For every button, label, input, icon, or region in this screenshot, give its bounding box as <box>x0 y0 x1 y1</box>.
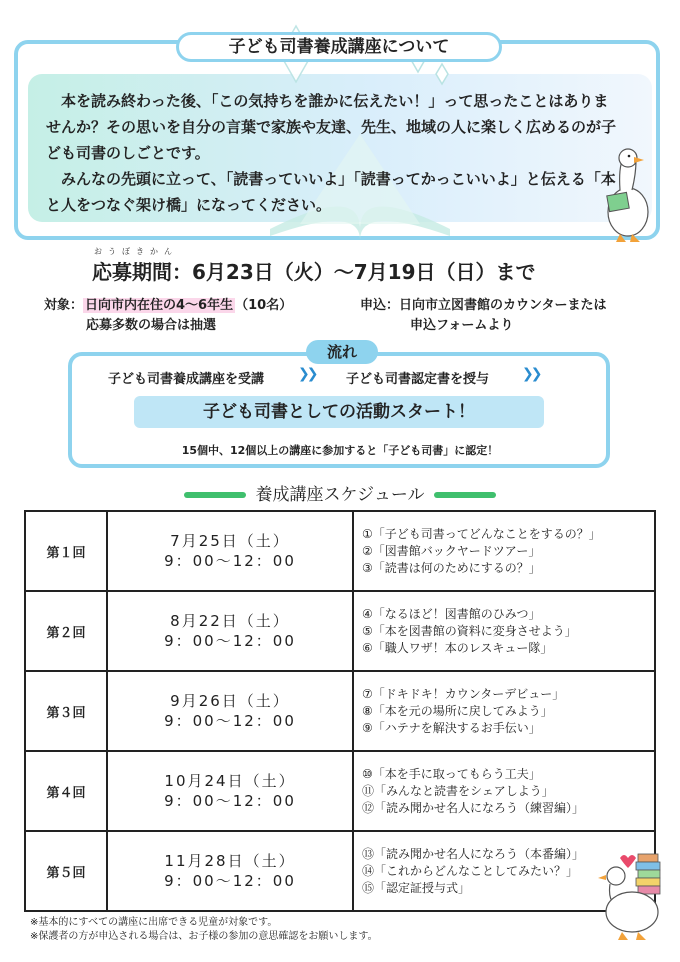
session-date: 11月28日（土） <box>164 852 296 870</box>
session-datetime <box>107 751 353 831</box>
table-row <box>25 831 655 911</box>
heading-bar-right <box>434 492 496 498</box>
table-row <box>25 511 655 591</box>
session-datetime <box>107 671 353 751</box>
note-line-1: ※基本的にすべての講座に出席できる児童が対象です。 <box>30 917 278 928</box>
flow-note: 15個中、12個以上の講座に参加すると「子ども司書」に認定！ <box>181 444 499 457</box>
topic-item: ⑬「読み聞かせ名人になろう（本番編）」 <box>362 846 585 861</box>
schedule-heading <box>0 480 680 505</box>
topic-item: ⑫「読み聞かせ名人になろう（練習編）」 <box>362 800 585 815</box>
heading-bar-left <box>184 492 246 498</box>
chevron-right-icon: ❯❯ <box>522 366 540 382</box>
session-date: 10月24日（土） <box>164 772 296 790</box>
session-number: 第５回 <box>25 831 107 911</box>
flow-step-2: 子ども司書認定書を授与 <box>346 372 490 387</box>
flow-start-banner: 子ども司書としての活動スタート！ <box>134 396 544 428</box>
session-topics <box>353 751 655 831</box>
session-time: 9：00～12：00 <box>164 712 296 730</box>
session-date: 8月22日（土） <box>170 612 290 630</box>
apply-line-2: 申込フォームより <box>410 318 514 333</box>
session-topics <box>353 591 655 671</box>
note-line-2: ※保護者の方が申込される場合は、お子様の参加の意思確認をお願いします。 <box>30 931 378 942</box>
target-highlight: 日向市内在住の4～6年生 <box>85 298 234 313</box>
about-paragraph-1: 本を読み終わった後、「この気持ちを誰かに伝えたい！」って思ったことはありませんか？その思いを自分の言葉で家族や友達、先生、地域の人に楽しく広めるのが子ども司書のしごとです。 <box>46 92 617 162</box>
session-number: 第４回 <box>25 751 107 831</box>
flow-step-1: 子ども司書養成講座を受講 <box>108 372 265 387</box>
topic-item: ⑮「認定証授与式」 <box>362 880 471 895</box>
session-topics <box>353 671 655 751</box>
session-time: 9：00～12：00 <box>164 872 296 890</box>
flow-title: 流れ <box>306 340 378 364</box>
apply-info <box>360 296 607 336</box>
target-count: （10名） <box>235 298 293 313</box>
session-datetime <box>107 511 353 591</box>
table-row <box>25 751 655 831</box>
session-number: 第２回 <box>25 591 107 671</box>
topic-item: ⑧「本を元の場所に戻してみよう」 <box>362 703 553 718</box>
apply-label: 申込： <box>360 298 400 313</box>
topic-item: ④「なるほど！図書館のひみつ」 <box>362 606 541 621</box>
topic-item: ⑥「職人ワザ！本のレスキュー隊」 <box>362 640 553 655</box>
session-date: 7月25日（土） <box>170 532 290 550</box>
topic-item: ③「読書は何のためにするの？」 <box>362 560 541 575</box>
about-body <box>46 88 616 218</box>
target-note: 応募多数の場合は抽選 <box>86 318 217 333</box>
topic-item: ⑭「これからどんなことしてみたい？」 <box>362 863 579 878</box>
topic-item: ⑦「ドキドキ！カウンターデビュー」 <box>362 686 565 701</box>
session-date: 9月26日（土） <box>170 692 290 710</box>
chevron-right-icon: ❯❯ <box>298 366 316 382</box>
topic-item: ②「図書館バックヤードツアー」 <box>362 543 541 558</box>
session-time: 9：00～12：00 <box>164 632 296 650</box>
topic-item: ⑤「本を図書館の資料に変身させよう」 <box>362 623 577 638</box>
duck-with-books-illustration <box>598 846 668 946</box>
topic-item: ①「子ども司書ってどんなことをするの？」 <box>362 526 601 541</box>
topic-item: ⑪「みんなと読書をシェアしよう」 <box>362 783 554 798</box>
application-period: 応募期間：6月23日（火）～7月19日（日）まで <box>92 260 536 284</box>
apply-line-1: 日向市立図書館のカウンターまたは <box>399 298 607 313</box>
about-title: 子ども司書養成講座について <box>176 32 502 62</box>
table-row <box>25 591 655 671</box>
topic-item: ⑩「本を手に取ってもらう工夫」 <box>362 766 541 781</box>
schedule-heading-text: 養成講座スケジュール <box>255 485 425 505</box>
target-info <box>44 296 292 336</box>
session-number: 第１回 <box>25 511 107 591</box>
session-datetime <box>107 831 353 911</box>
session-datetime <box>107 591 353 671</box>
session-topics <box>353 511 655 591</box>
schedule-table <box>24 510 656 912</box>
duck-reading-illustration <box>598 140 654 246</box>
about-paragraph-2: みんなの先頭に立って、「読書っていいよ」「読書ってかっこいいよ」と伝える「本と人をつなぐ架け橋」になってください。 <box>46 170 616 214</box>
period-ruby: おうぼきかん <box>94 247 178 256</box>
session-time: 9：00～12：00 <box>164 552 296 570</box>
target-label: 対象： <box>44 298 84 313</box>
topic-item: ⑨「ハテナを解決するお手伝い」 <box>362 720 541 735</box>
footer-notes <box>30 916 378 944</box>
session-number: 第３回 <box>25 671 107 751</box>
table-row <box>25 671 655 751</box>
session-time: 9：00～12：00 <box>164 792 296 810</box>
